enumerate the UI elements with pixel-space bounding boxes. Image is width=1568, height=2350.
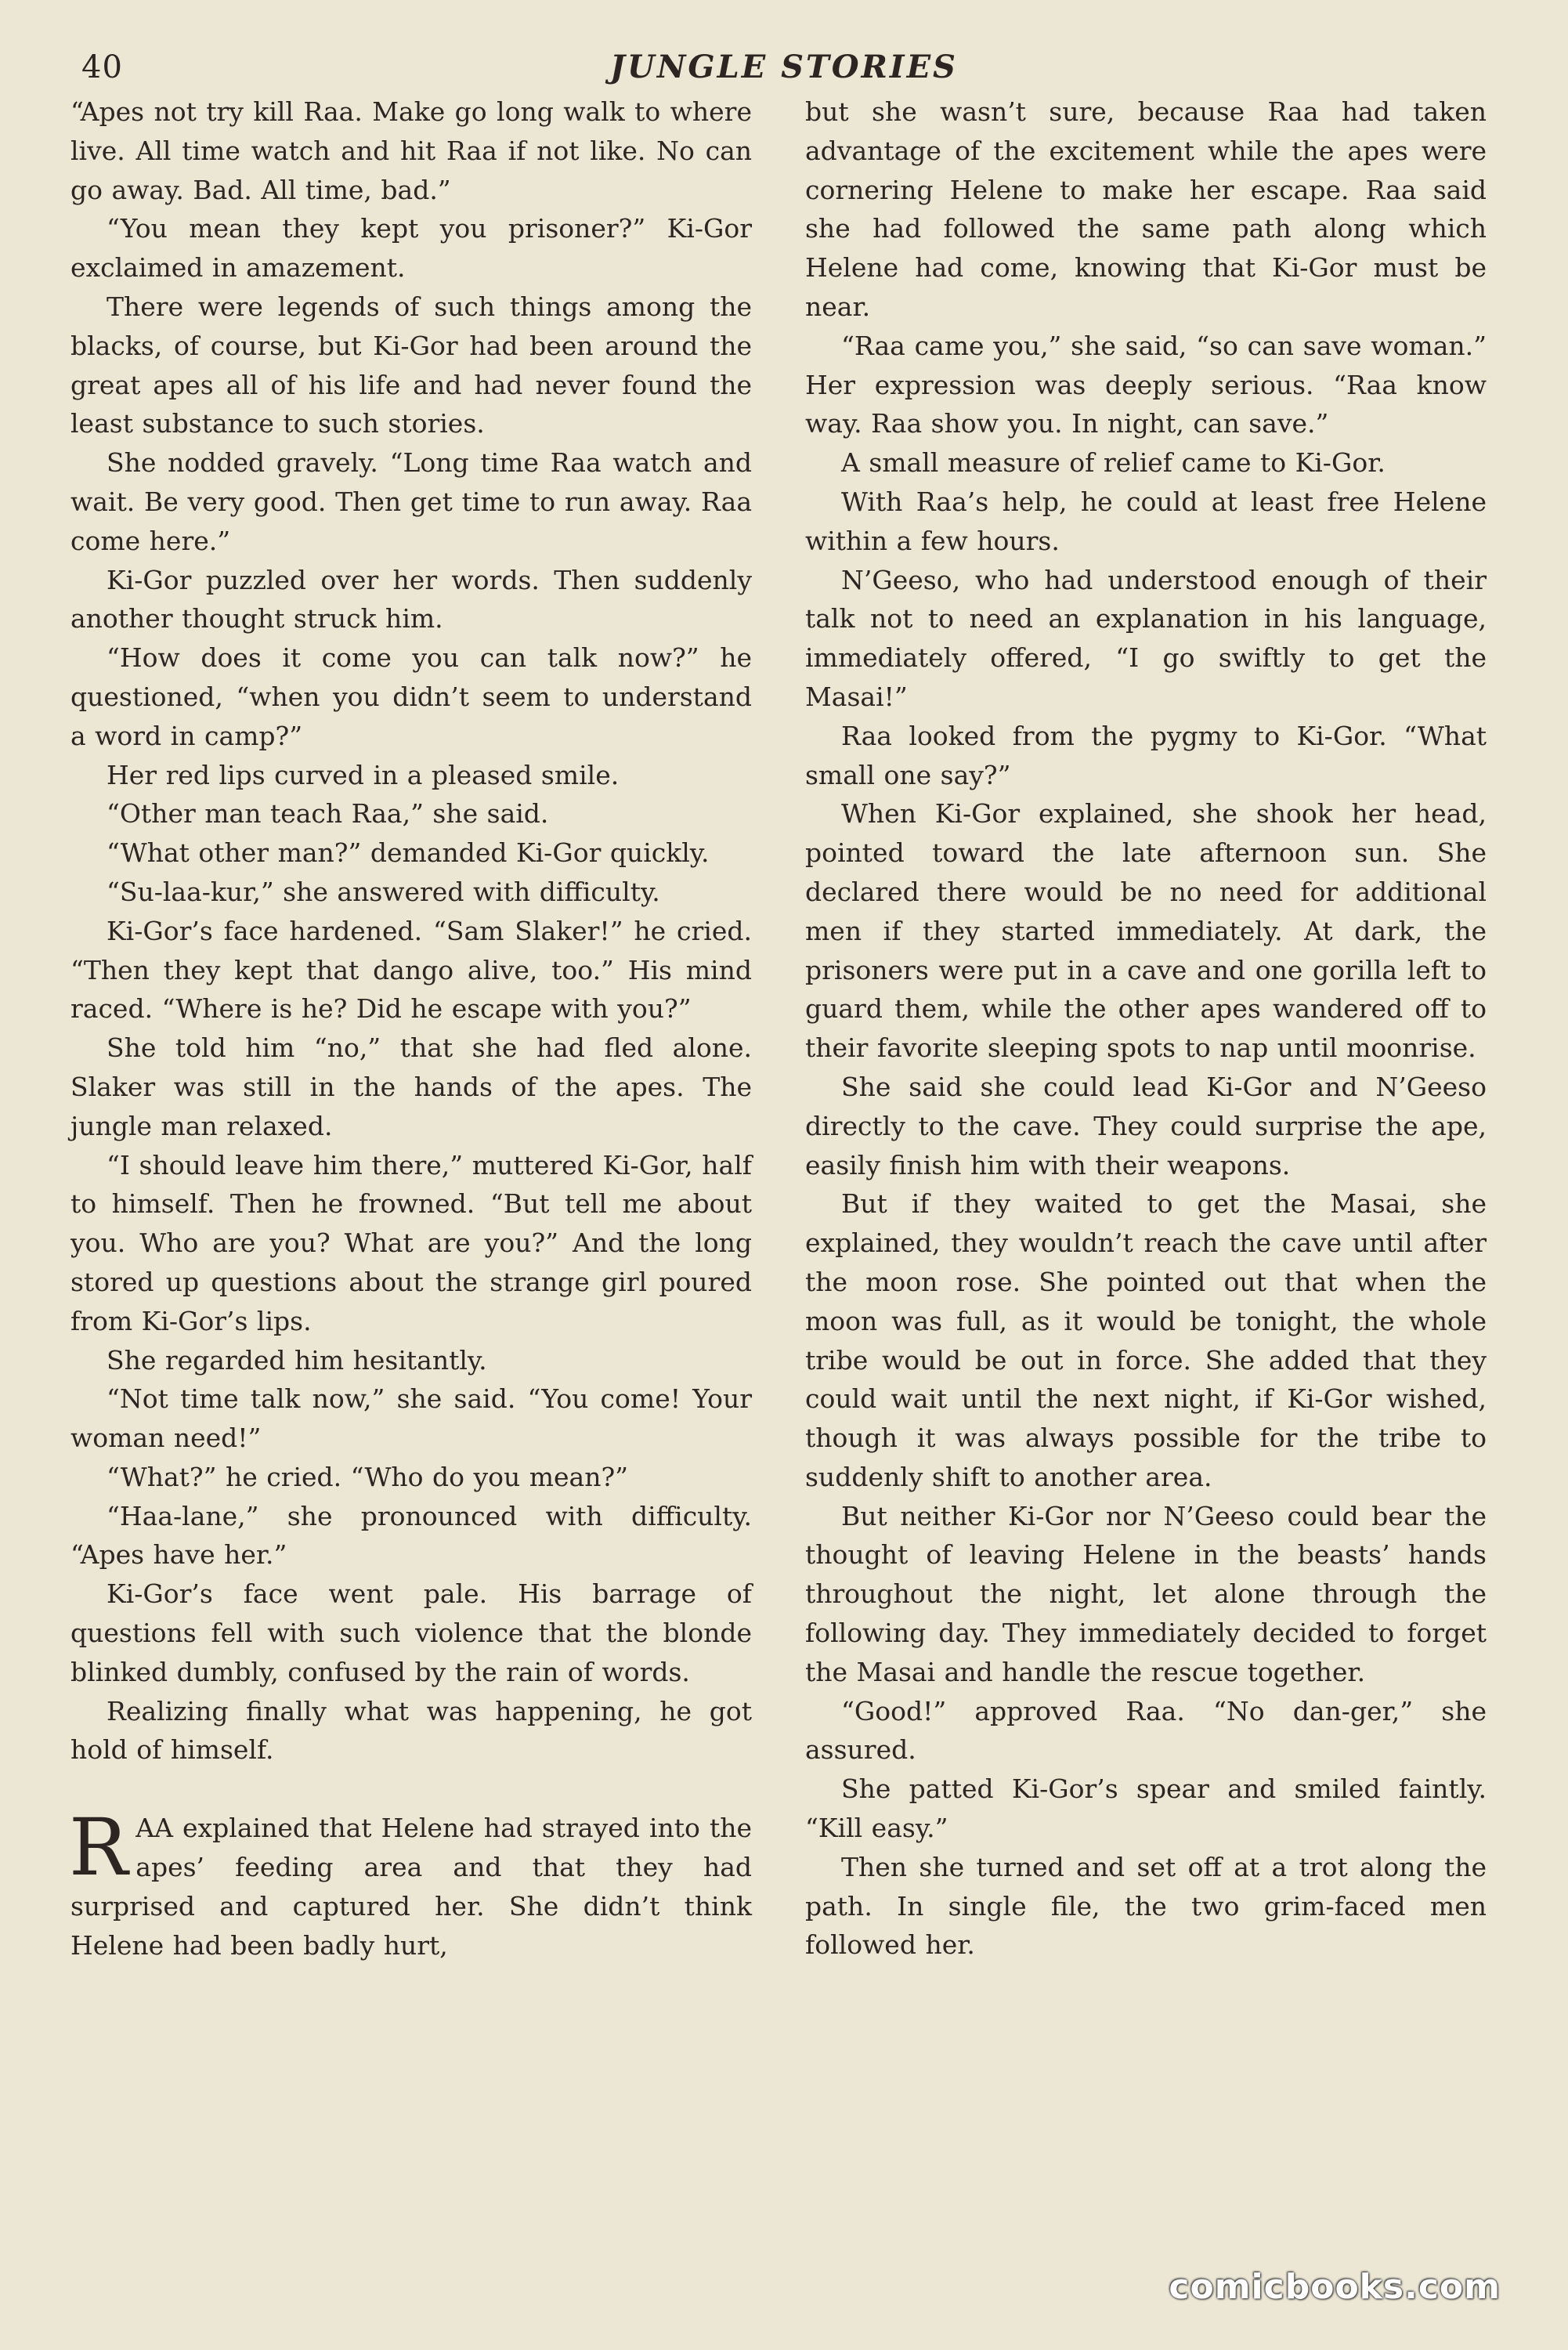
paragraph: But if they waited to get the Masai, she explained, they wouldn’t reach the cave until after the moon rose. She pointed out that when the moon was full, as it would be tonight, the whole tribe would be out in force. She added that they could wait until the next night, if Ki-Gor wished, though it was always possible for the tribe to suddenly shift to another area. (805, 1188, 1487, 1492)
paragraph: “Raa came you,” she said, “so can save woman.” Her expression was deeply serious. “Raa know way. Raa show you. In night, can save.” (805, 330, 1487, 439)
paragraph: Realizing finally what was happening, he got hold of himself. (70, 1695, 752, 1766)
watermark: comicbooks.com (1169, 2267, 1501, 2307)
paragraph: A small measure of relief came to Ki-Gor. (841, 447, 1386, 479)
paragraph: There were legends of such things among the blacks, of course, but Ki-Gor had been around the great apes all of his life and had never found the least substance to such stories. (70, 291, 752, 439)
paragraph: She said she could lead Ki-Gor and N’Geeso directly to the cave. They could surprise the ape, easily finish him with their weapons. (805, 1071, 1487, 1180)
paragraph: She told him “no,” that she had fled alone. Slaker was still in the hands of the apes. The jungle man relaxed. (70, 1032, 752, 1141)
paragraph: She patted Ki-Gor’s spear and smiled faintly. “Kill easy.” (805, 1773, 1487, 1844)
paragraph: “Su-laa-kur,” she answered with difficulty. (107, 876, 660, 907)
paragraph: Raa looked from the pygmy to Ki-Gor. “What small one say?” (805, 720, 1487, 790)
paragraph-continuation: but she wasn’t sure, because Raa had taken advantage of the excitement while the apes were cornering Helene to make her escape. Raa said she had followed the same path along which Helene had come, knowing that Ki-Gor must be near. (805, 96, 1487, 322)
paragraph: But neither Ki-Gor nor N’Geeso could bear the thought of leaving Helene in the beasts’ hands throughout the night, let alone through the following day. They immediately decided to forget the Masai and handle the rescue together. (805, 1500, 1487, 1687)
paragraph: “Other man teach Raa,” she said. (107, 798, 549, 830)
paragraph: “Good!” approved Raa. “No dan-ger,” she assured. (805, 1695, 1487, 1766)
dropcap-paragraph (69, 1802, 752, 1965)
section-break (70, 1770, 752, 1809)
paragraph: “Haa-lane,” she pronounced with difficulty. “Apes have her.” (70, 1500, 752, 1571)
paragraph: N’Geeso, who had understood enough of their talk not to need an explanation in his language, immediately offered, “I go swiftly to get the Masai!” (805, 564, 1487, 712)
paragraph: “What other man?” demanded Ki-Gor quickly. (107, 837, 710, 869)
drop-cap: R (69, 1802, 128, 1894)
paragraph: “What?” he cried. “Who do you mean?” (107, 1461, 629, 1492)
paragraph: With Raa’s help, he could at least free Helene within a few hours. (805, 486, 1487, 556)
paragraph: She nodded gravely. “Long time Raa watch and wait. Be very good. Then get time to run away. Raa come here.” (70, 447, 752, 556)
dropcap-paragraph-text: AA explained that Helene had strayed into the apes’ feeding area and that they had surprised and captured her. She didn’t think Helene had been badly hurt, (70, 1813, 752, 1961)
paragraph: When Ki-Gor explained, she shook her head, pointed toward the late afternoon sun. She declared there would be no need for additional men if they started immediately. At dark, the prisoners were put in a cave and one gorilla left to guard them, while the other apes wandered off to their favorite sleeping spots to nap until moonrise. (805, 798, 1487, 1064)
page-number: 40 (81, 49, 123, 85)
paragraph: “I should leave him there,” muttered Ki-Gor, half to himself. Then he frowned. “But tell me about you. Who are you? What are you?” And the long stored up questions about the strange girl poured from Ki-Gor’s lips. (70, 1149, 752, 1336)
paragraph: “Apes not try kill Raa. Make go long walk to where live. All time watch and hit Raa if not like. No can go away. Bad. All time, bad.” (70, 96, 752, 205)
paragraph: “Not time talk now,” she said. “You come! Your woman need!” (70, 1383, 752, 1454)
paragraph: “You mean they kept you prisoner?” Ki-Gor exclaimed in amazement. (70, 213, 752, 284)
right-column (805, 92, 1487, 1965)
paragraph: Then she turned and set off at a trot along the path. In single file, the two grim-faced men followed her. (805, 1851, 1487, 1961)
paragraph: She regarded him hesitantly. (107, 1344, 487, 1376)
paragraph: Ki-Gor’s face hardened. “Sam Slaker!” he cried. “Then they kept that dango alive, too.” His mind raced. “Where is he? Did he escape with you?” (70, 915, 752, 1025)
running-head: JUNGLE STORIES (610, 49, 958, 85)
paragraph: Ki-Gor puzzled over her words. Then suddenly another thought struck him. (70, 564, 752, 634)
paragraph: “How does it come you can talk now?” he questioned, “when you didn’t seem to understand a word in camp?” (70, 642, 752, 751)
paragraph: Her red lips curved in a pleased smile. (107, 759, 620, 790)
left-column (70, 92, 752, 1965)
paragraph: Ki-Gor’s face went pale. His barrage of questions fell with such violence that the blonde blinked dumbly, confused by the rain of words. (70, 1578, 752, 1687)
